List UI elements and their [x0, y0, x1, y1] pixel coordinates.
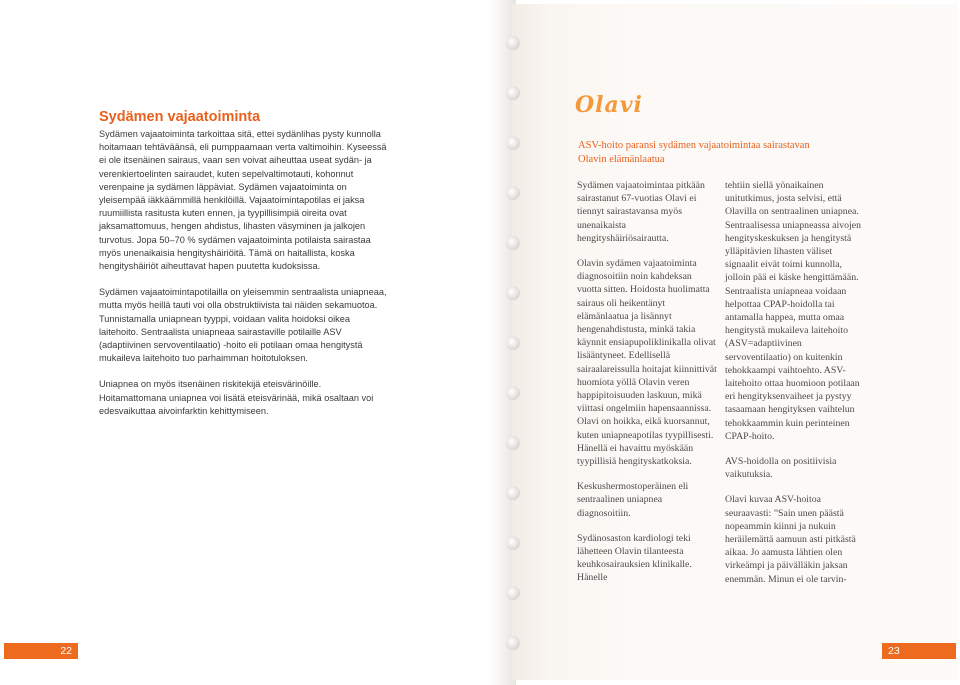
binding-ring — [506, 186, 520, 200]
section-title: Sydämen vajaatoiminta — [99, 109, 261, 125]
column1-paragraph: Sydänosaston kardiologi teki lähetteen Olavin tilanteesta keuhkosairauksien klinikalle. Hänelle — [577, 532, 692, 584]
brand-logo: Olavi — [575, 92, 643, 118]
page-number-left — [4, 643, 78, 659]
column2-paragraph: Olavi kuvaa ASV-hoitoa seuraavasti: ”Sain unen päästä nopeammin kiinni ja nukuin heräilemättä aamuun asti pitkästä aikaa. Jo aamusta lähtien olen virkeämpi ja päivälläkin jaksan enemmän. Minun ei ole tarvin- — [725, 494, 856, 585]
binding-ring — [506, 236, 520, 250]
binding-ring — [506, 386, 520, 400]
paragraph-intro: Sydämen vajaatoiminta tarkoittaa sitä, ettei sydänlihas pysty kunnolla hoitamaan tehtäväänsä, eli pumppaamaan verta valtimoihin. Kyseessä ei ole itsenäinen sairaus, vaan sen voivat aiheuttaa useat sydän- ja verenkiertoelinten sairaudet, kuten sepelvaltimotauti, kohonnut verenpaine ja sydämen läppäviat. Sydämen vajaatoiminta on yleisempää iäkkäämmillä henkilöillä. Vajaatoimintapotilas ei jaksa ruumiillista rasitusta kuten ennen, ja tyypillisimpiä oireita ovat jaksamattomuus, hengen ahdistus, lihasten väsyminen ja jalkojen turvotus. Jopa 50–70 % sydämen vajaatoiminta potilaista sairastaa myös unenaikaisia hengityshäiriöitä. Tämä on haitallista, koska hengityshäiriöt aiheuttavat hapen puutetta kudoksissa. — [99, 129, 387, 272]
binding-ring — [506, 436, 520, 450]
right-column-2 — [725, 179, 865, 598]
paragraph-atrial-fibrillation: Uniapnea on myös itsenäinen riskitekijä eteisvärinöille. Hoitamattomana uniapnea voi lisätä eteisvärinää, mikä osaltaan voi edesvaikuttaa aivoinfarktin kehittymiseen. — [99, 379, 374, 416]
column1-paragraph: Sydämen vajaatoimintaa pitkään sairastanut 67-vuotias Olavi ei tiennyt sairastavansa myös unenaikaista hengityshäiriösairautta. — [577, 180, 705, 244]
column1-paragraph: Keskushermostoperäinen eli sentraalinen uniapnea diagnosoitiin. — [577, 481, 689, 519]
page-number-left-text: 22 — [60, 645, 72, 657]
column2-paragraph: tehtiin siellä yönaikainen unitutkimus, josta selvisi, että Olavilla on sentraalinen uniapnea. Sentraalisessa uniapneassa aivojen hengityskeskuksen ja hengitystä ylläpitävien lihasten väliset signaalit eivät toimi kunnolla, jolloin pää ei käske hengittämään. Sentraalista uniapneaa voidaan helpottaa CPAP-hoidolla tai antamalla happea, mutta omaa hengitystä mukaileva laitehoito (ASV=adaptiivinen servoventilaatio) on kuitenkin tehokkaampi vaihtoehto. ASV-laitehoito ottaa huomioon potilaan eri hengityksenvaiheet ja pystyy tasaamaan hengityksen vaihtelun tehokkaammin kuin perinteinen CPAP-hoito. — [725, 180, 862, 442]
binding-ring — [506, 536, 520, 550]
binding-ring — [506, 86, 520, 100]
paragraph-apnea-types: Sydämen vajaatoimintapotilailla on yleisemmin sentraalista uniapneaa, mutta myös heillä tauti voi olla obstruktiivista tai näiden sekamuotoa. Tunnistamalla uniapnean tyyppi, voidaan valita hoidoksi oikea laitehoito. Sentraalista uniapneaa sairastaville potilaille ASV (adaptiivinen servoventilaatio) -hoito eli potilaan omaa hengitystä mukaileva laitehoito tuo parhaimman hoitotuloksen. — [99, 287, 387, 364]
column1-paragraph: Olavin sydämen vajaatoiminta diagnosoitiin noin kahdeksan vuotta sitten. Hoidosta huolimatta sairaus oli heikentänyt elämänlaatua ja lisännyt hengenahdistusta, minkä takia käynnit ensiapupoliklinikalla olivat lisääntyneet. Edellisellä sairaalareissulla hoitajat kiinnittivät huomiota yöllä Olavin veren happipitoisuuden laskuun, mikä viittasi ongelmiin hapensaannissa. Olavi on hoikka, eikä kuorsannut, kuten uniapneapotilas tyypillisesti. Hänellä ei havaittu myöskään tyypillisiä hengityskatkoksia. — [577, 258, 717, 468]
page-number-right-text: 23 — [888, 645, 900, 657]
left-text-column — [99, 109, 389, 431]
binding-ring — [506, 586, 520, 600]
binding-ring — [506, 36, 520, 50]
page-number-right — [882, 643, 956, 659]
column2-paragraph: AVS-hoidolla on positiivisia vaikutuksia. — [725, 456, 837, 481]
case-subheading: ASV-hoito paransi sydämen vajaatoimintaa sairastavan Olavin elämänlaatua — [578, 140, 810, 165]
binding-ring — [506, 136, 520, 150]
binding-ring — [506, 286, 520, 300]
right-column-1 — [577, 179, 717, 597]
binding-ring — [506, 636, 520, 650]
binding-ring — [506, 486, 520, 500]
binding-ring — [506, 336, 520, 350]
